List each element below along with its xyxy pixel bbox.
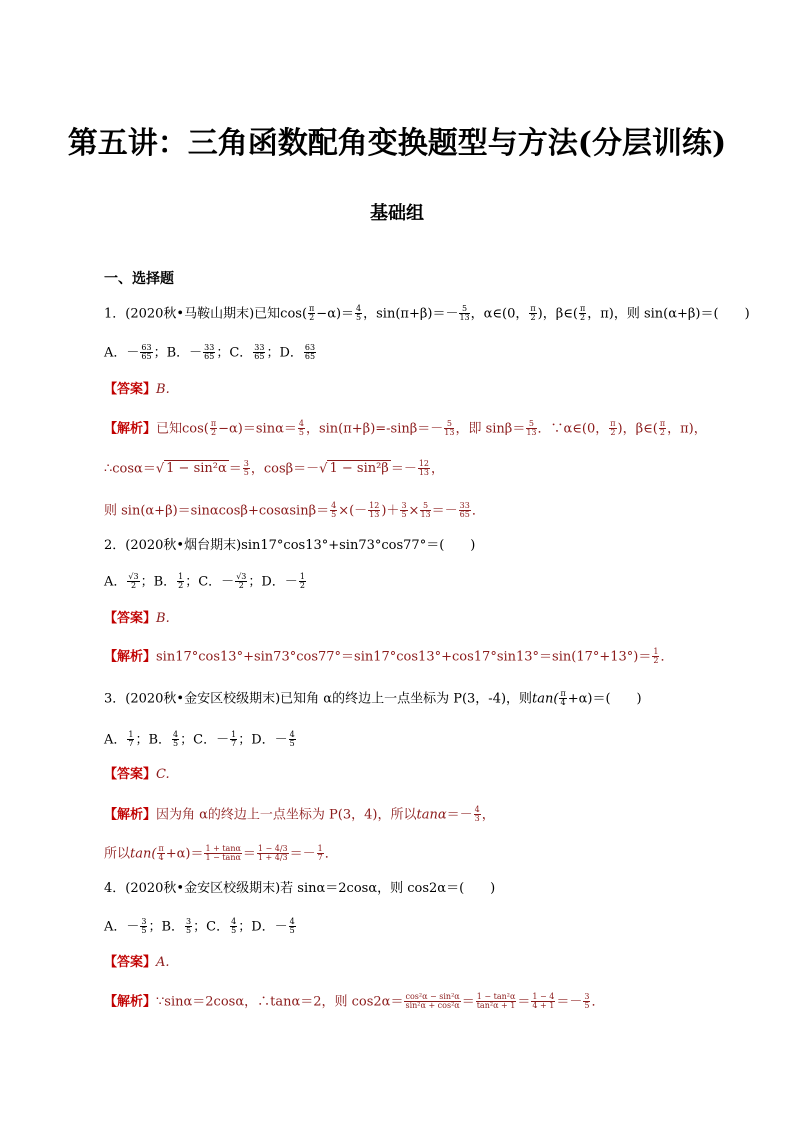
q3-options: A． $\frac{1}{7}$ ；B． $\frac{4}{5}$ ；C．－ $\frac{1}{7}$ ；D．－ $\frac{4}{5}$ [104,730,295,749]
q3-stem: 3．(2020秋•金安区校级期末)已知角 α的终边上一点坐标为 P(3，-4)，则tan( $\frac{\pi}{4}$ +α)＝( ) [104,689,642,708]
q1-solution-line1: 【解析】已知cos( $\frac{\pi}{2}$ −α)＝sinα＝ $\frac{4}{5}$ ，sin(π+β)=-sinβ＝－ $\frac{5}{13}$ ，即 sinβ＝ $\frac{5}{13}$ ．∵α∈(0， $\frac{\pi}{2}$ )，β∈( $\frac{\pi}{2}$ ，π)， [104,419,707,438]
q3-solution-line1: 【解析】因为角 α的终边上一点坐标为 P(3，4)，所以tanα＝－ $\frac{4}{3}$ ， [104,805,495,824]
answer-value: B. [156,382,170,397]
q1-stem-text: )，β∈( [537,306,578,322]
q2-stem: 2．(2020秋•烟台期末)sin17°cos13°+sin73°cos77°＝( ) [104,538,476,553]
q4-solution: 【解析】∵sinα＝2cosα，∴tanα＝2，则 cos2α＝ $\frac{\text{cos²α − sin²α}}{\text{sin²α + cos²α}}$ ＝ $\frac{\text{1 − tan²α}}{\text{tan²α + 1}}$ ＝ $\frac{1 - 4}{4 + 1}$ ＝－ $\frac{3}{5}$ ． [104,992,605,1011]
q1-stem-text: −α)＝ [316,306,355,322]
q4-answer: 【答案】A. [104,955,170,970]
q1-stem-text: ，π)，则 sin(α+β)＝( ) [587,306,750,322]
q1-answer [104,383,170,396]
q1-solution-line3: 则 sin(α+β)＝sinαcosβ+cosαsinβ＝ $\frac{4}{5}$ ×(－ $\frac{12}{13}$ )＋ $\frac{3}{5}$ × $\frac{5}{13}$ ＝－ $\frac{33}{65}$ ． [104,501,485,520]
section-heading: 一、选择题 [104,271,174,287]
fraction: $\frac{\pi}{2}$ [579,304,586,323]
answer-tag: 【答案】 [104,382,157,397]
q4-stem: 4．(2020秋•金安区校级期末)若 sinα＝2cosα，则 cos2α＝( ) [104,881,496,896]
q2-solution: 【解析】sin17°cos13°+sin73°cos77°＝sin17°cos13°+cos17°sin13°＝sin(17°+13°)＝ $\frac{1}{2}$ ． [104,647,674,666]
q4-options: A．－ $\frac{3}{5}$ ；B． $\frac{3}{5}$ ；C． $\frac{4}{5}$ ；D．－ $\frac{4}{5}$ [104,917,295,936]
q1-stem [104,305,750,323]
q1-options: A．－ $\frac{63}{65}$ ；B．－ $\frac{33}{65}$ ；C． $\frac{33}{65}$ ；D． $\frac{63}{65}$ [104,343,316,362]
analysis-tag: 【解析】 [104,421,157,437]
fraction: $\frac{\pi}{2}$ [309,304,315,323]
q1-stem-text: ，α∈(0， [470,306,529,322]
q1-stem-text: 1．(2020秋•马鞍山期末)已知cos( [104,306,308,322]
q3-solution-line2: 所以tan( $\frac{\pi}{4}$ +α)＝ $\frac{1 + \tan\alpha}{1 - \tan\alpha}$ ＝ $\frac{1 - 4/3}{1 + 4/3}$ ＝－ $\frac{1}{7}$ ． [104,844,338,863]
q1-stem-text: ，sin(π+β)＝－ [363,306,459,322]
q3-answer: 【答案】C. [104,767,170,782]
q2-options: A． $\frac{√3}{2}$ ；B． $\frac{1}{2}$ ；C．－ $\frac{√3}{2}$ ；D．－ $\frac{1}{2}$ [104,572,305,591]
page-title: 第五讲：三角函数配角变换题型与方法(分层训练) [67,126,727,161]
fraction: $\frac{5}{13}$ [459,304,470,323]
fraction: $\frac{\pi}{2}$ [530,304,536,323]
group-subtitle: 基础组 [370,203,424,224]
fraction: $\frac{4}{5}$ [356,304,362,323]
q2-answer: 【答案】B. [104,611,170,626]
q1-solution-line2: ∴cosα＝√ 1 − sin²α ＝ $\frac{3}{5}$ ，cosβ＝－√ 1 − sin²β ＝－ $\frac{12}{13}$ ， [104,459,445,478]
